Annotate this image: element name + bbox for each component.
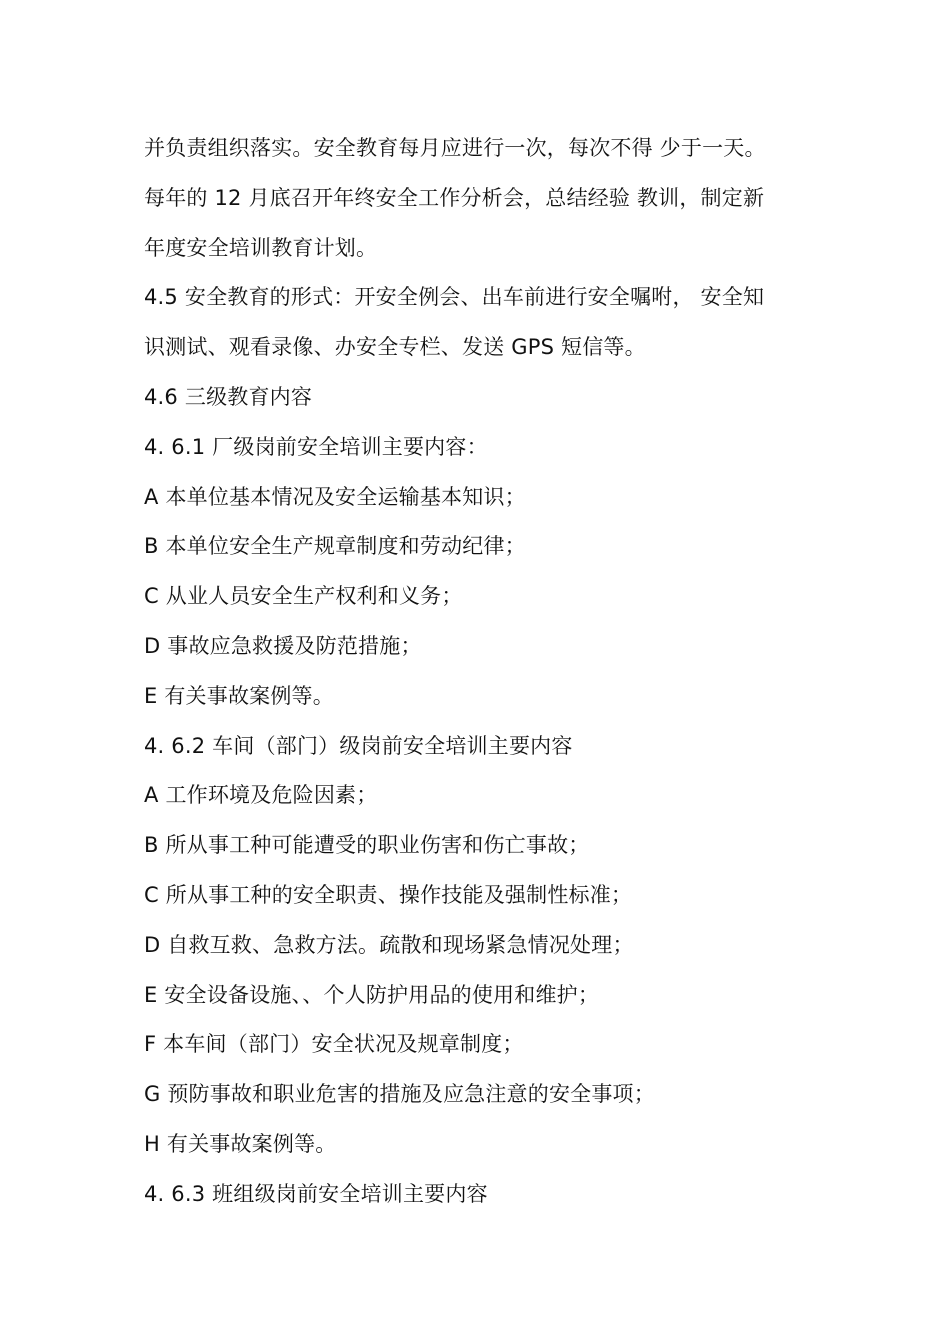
section-4-5-line: 4.5 安全教育的形式：开安全例会、出车前进行安全嘱咐， 安全知 [144,285,765,310]
section-4-6-heading: 4.6 三级教育内容 [144,384,313,409]
text-line: 年度安全培训教育计划。 [144,235,378,260]
list-item: A 本单位基本情况及安全运输基本知识； [144,484,526,509]
list-item: E 安全设备设施、、个人防护用品的使用和维护； [144,982,600,1007]
list-item: H 有关事故案例等。 [144,1131,337,1156]
section-4-6-3-heading: 4. 6.3 班组级岗前安全培训主要内容 [144,1181,488,1206]
text-line: 并负责组织落实。安全教育每月应进行一次，每次不得 少于一天。 [144,136,766,160]
list-item: A 工作环境及危险因素； [144,783,378,808]
list-item: E 有关事故案例等。 [144,683,334,708]
text-line: 每年的 12 月底召开年终安全工作分析会，总结经验 教训，制定新 [144,185,765,210]
list-item: C 所从事工种的安全职责、操作技能及强制性标准； [144,882,633,907]
document-body [144,124,824,1220]
list-item: D 事故应急救援及防范措施； [144,633,422,658]
list-item: C 从业人员安全生产权利和义务； [144,584,463,609]
list-item: G 预防事故和职业危害的措施及应急注意的安全事项； [144,1082,655,1107]
list-item: B 本单位安全生产规章制度和劳动纪律； [144,534,526,559]
list-item: B 所从事工种可能遭受的职业伤害和伤亡事故； [144,833,590,858]
section-4-6-1-heading: 4. 6.1 厂级岗前安全培训主要内容： [144,434,488,459]
list-item: F 本车间（部门）安全状况及规章制度； [144,1032,524,1057]
section-4-6-2-heading: 4. 6.2 车间（部门）级岗前安全培训主要内容 [144,733,573,758]
list-item: D 自救互救、急救方法。疏散和现场紧急情况处理； [144,932,634,957]
text-line: 识测试、观看录像、办安全专栏、发送 GPS 短信等。 [144,335,646,360]
